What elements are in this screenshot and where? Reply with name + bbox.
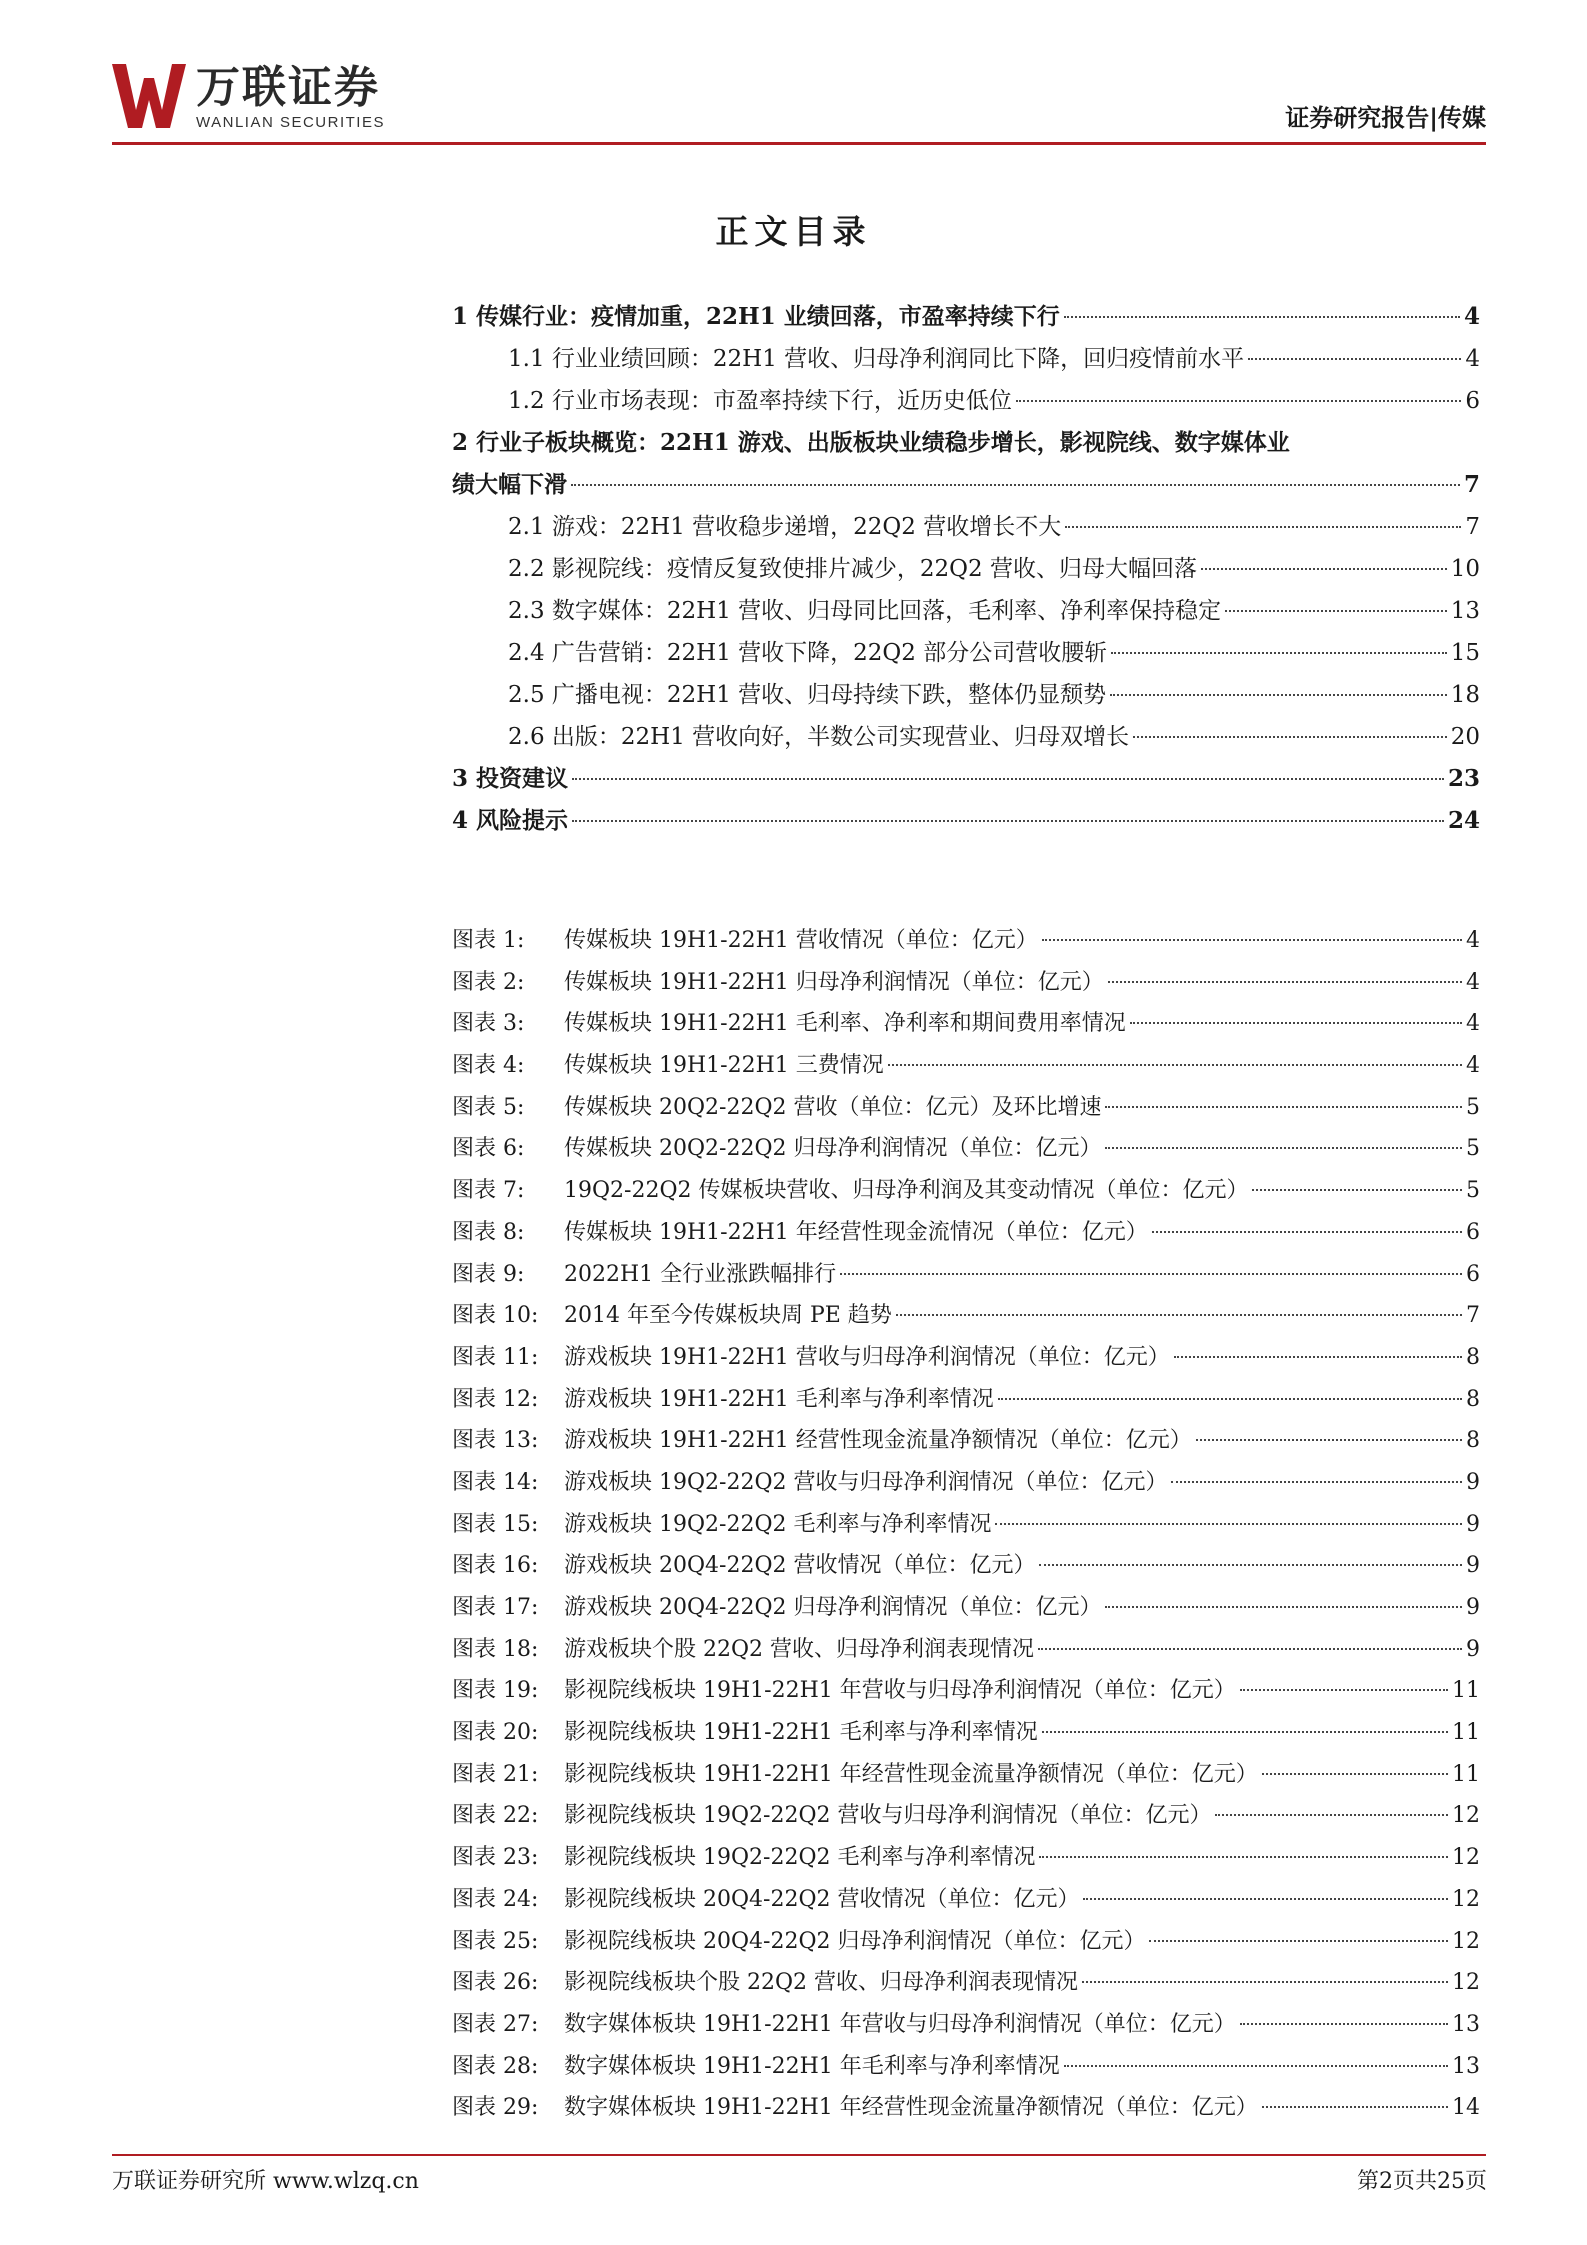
figure-page: 4 (1466, 928, 1480, 953)
figure-list-entry[interactable] (452, 1587, 1480, 1629)
figure-list-entry[interactable] (452, 1337, 1480, 1379)
leader-dots (1108, 981, 1462, 983)
figure-title: 影视院线板块 19H1-22H1 年经营性现金流量净额情况（单位：亿元） (564, 1761, 1258, 1787)
leader-dots (1240, 2023, 1448, 2025)
figure-title: 游戏板块 19H1-22H1 营收与归母净利润情况（单位：亿元） (564, 1344, 1170, 1370)
figure-number: 图表 25: (452, 1928, 539, 1954)
figure-title: 传媒板块 19H1-22H1 营收情况（单位：亿元） (564, 928, 1038, 953)
leader-dots (840, 1273, 1462, 1275)
leader-dots (1039, 1564, 1462, 1566)
figure-title: 游戏板块 19H1-22H1 经营性现金流量净额情况（单位：亿元） (564, 1428, 1192, 1454)
figure-title: 传媒板块 19H1-22H1 毛利率、净利率和期间费用率情况 (564, 1011, 1126, 1037)
figure-list-entry[interactable] (452, 1462, 1480, 1504)
figure-page: 6 (1466, 1261, 1480, 1287)
figure-title: 游戏板块 20Q4-22Q2 营收情况（单位：亿元） (564, 1553, 1036, 1579)
toc-entry-page: 6 (1465, 388, 1480, 414)
figure-page: 5 (1466, 1178, 1480, 1204)
figure-number: 图表 26: (452, 1970, 539, 1996)
figure-list-entry[interactable] (452, 2046, 1480, 2088)
figure-number: 图表 8: (452, 1219, 525, 1245)
figure-number: 图表 9: (452, 1261, 525, 1287)
figure-title: 传媒板块 19H1-22H1 年经营性现金流情况（单位：亿元） (564, 1219, 1148, 1245)
figure-title: 传媒板块 20Q2-22Q2 营收（单位：亿元）及环比增速 (564, 1094, 1102, 1120)
figure-title: 游戏板块 19Q2-22Q2 毛利率与净利率情况 (564, 1511, 992, 1537)
figure-list-entry[interactable] (452, 962, 1480, 1004)
figure-page: 6 (1466, 1219, 1480, 1245)
figure-page: 13 (1452, 2053, 1480, 2079)
leader-dots (1039, 1856, 1448, 1858)
figure-number: 图表 19: (452, 1678, 539, 1704)
leader-dots (1111, 652, 1446, 654)
figure-list-entry[interactable] (452, 1795, 1480, 1837)
toc-entry-label: 2.6 出版：22H1 营收向好，半数公司实现营业、归母双增长 (508, 724, 1130, 750)
figure-number: 图表 24: (452, 1886, 539, 1912)
leader-dots (1215, 1814, 1448, 1816)
figure-title: 数字媒体板块 19H1-22H1 年经营性现金流量净额情况（单位：亿元） (564, 2095, 1258, 2121)
leader-dots (571, 484, 1460, 486)
figure-page: 4 (1466, 969, 1480, 995)
figure-page: 9 (1466, 1595, 1480, 1620)
figure-number: 图表 17: (452, 1595, 539, 1620)
figure-number: 图表 29: (452, 2095, 539, 2121)
leader-dots (1130, 1022, 1462, 1024)
leader-dots (1196, 1439, 1462, 1441)
figure-list-entry[interactable] (452, 1504, 1480, 1546)
figure-number: 图表 13: (452, 1428, 539, 1454)
toc-entry-page: 7 (1463, 471, 1480, 498)
logo-chinese-name: 万联证券 (196, 62, 380, 113)
leader-dots (1252, 1189, 1462, 1191)
toc-entry-label: 2.4 广告营销：22H1 营收下降，22Q2 部分公司营收腰斩 (508, 640, 1108, 666)
figure-title: 数字媒体板块 19H1-22H1 年毛利率与净利率情况 (564, 2053, 1060, 2079)
figure-list-entry[interactable] (452, 1837, 1480, 1879)
toc-entry-label: 2.1 游戏：22H1 营收稳步递增，22Q2 营收增长不大 (508, 514, 1062, 540)
figure-page: 7 (1466, 1303, 1480, 1329)
figure-title: 影视院线板块 19Q2-22Q2 营收与归母净利润情况（单位：亿元） (564, 1803, 1212, 1829)
figure-list (452, 920, 1480, 2129)
toc-entry-label: 2 行业子板块概览：22H1 游戏、出版板块业绩稳步增长，影视院线、数字媒体业 (452, 429, 1290, 456)
footer-divider (112, 2154, 1486, 2156)
figure-page: 4 (1466, 1011, 1480, 1037)
figure-page: 8 (1466, 1428, 1480, 1454)
figure-page: 12 (1452, 1845, 1480, 1871)
leader-dots (1262, 2106, 1448, 2108)
figure-list-entry[interactable] (452, 1170, 1480, 1212)
figure-list-entry[interactable] (452, 1087, 1480, 1129)
logo-english-name: WANLIAN SECURITIES (196, 114, 385, 131)
toc-entry[interactable] (452, 590, 1480, 632)
figure-list-entry[interactable] (452, 1045, 1480, 1087)
leader-dots (1064, 316, 1460, 318)
figure-number: 图表 12: (452, 1386, 539, 1412)
leader-dots (1064, 2065, 1448, 2067)
figure-title: 游戏板块个股 22Q2 营收、归母净利润表现情况 (564, 1636, 1035, 1662)
toc-entry-label: 3 投资建议 (452, 765, 569, 792)
figure-number: 图表 20: (452, 1720, 539, 1746)
figure-title: 影视院线板块个股 22Q2 营收、归母净利润表现情况 (564, 1970, 1079, 1996)
toc-entry[interactable] (452, 338, 1480, 380)
figure-title: 影视院线板块 20Q4-22Q2 归母净利润情况（单位：亿元） (564, 1928, 1146, 1954)
figure-number: 图表 23: (452, 1845, 539, 1871)
toc-entry[interactable] (452, 800, 1480, 842)
leader-dots (888, 1064, 1462, 1066)
figure-page: 5 (1466, 1136, 1480, 1162)
leader-dots (1105, 1106, 1462, 1108)
leader-dots (1152, 1231, 1462, 1233)
figure-list-entry[interactable] (452, 920, 1480, 962)
leader-dots (1042, 939, 1462, 941)
figure-list-entry[interactable] (452, 1128, 1480, 1170)
leader-dots (572, 778, 1444, 780)
figure-number: 图表 2: (452, 969, 525, 995)
figure-title: 19Q2-22Q2 传媒板块营收、归母净利润及其变动情况（单位：亿元） (564, 1178, 1249, 1204)
table-of-contents (452, 296, 1480, 842)
leader-dots (1110, 694, 1447, 696)
figure-page: 12 (1452, 1803, 1480, 1829)
figure-list-entry[interactable] (452, 1921, 1480, 1963)
leader-dots (1038, 1648, 1462, 1650)
figure-number: 图表 4: (452, 1053, 525, 1079)
leader-dots (1042, 1731, 1448, 1733)
figure-list-entry[interactable] (452, 1212, 1480, 1254)
figure-title: 影视院线板块 19H1-22H1 毛利率与净利率情况 (564, 1720, 1038, 1746)
figure-page: 8 (1466, 1344, 1480, 1370)
figure-title: 游戏板块 20Q4-22Q2 归母净利润情况（单位：亿元） (564, 1595, 1102, 1620)
page-header (112, 64, 1486, 142)
figure-number: 图表 18: (452, 1636, 539, 1662)
figure-page: 13 (1452, 2011, 1480, 2037)
figure-list-entry[interactable] (452, 1629, 1480, 1671)
leader-dots (995, 1523, 1462, 1525)
figure-page: 11 (1452, 1720, 1480, 1746)
figure-list-entry[interactable] (452, 1754, 1480, 1796)
figure-list-entry[interactable] (452, 2087, 1480, 2129)
toc-entry-label: 1.1 行业业绩回顾：22H1 营收、归母净利润同比下降，回归疫情前水平 (508, 346, 1245, 372)
report-type: 证券研究报告|传媒 (1285, 104, 1486, 132)
figure-number: 图表 3: (452, 1011, 525, 1037)
toc-entry-page: 23 (1447, 765, 1480, 792)
figure-page: 9 (1466, 1553, 1480, 1579)
toc-entry[interactable] (452, 296, 1480, 338)
leader-dots (1105, 1606, 1462, 1608)
figure-page: 11 (1452, 1761, 1480, 1787)
toc-entry[interactable] (452, 506, 1480, 548)
figure-number: 图表 15: (452, 1511, 539, 1537)
figure-list-entry[interactable] (452, 1670, 1480, 1712)
figure-page: 9 (1466, 1511, 1480, 1537)
figure-list-entry[interactable] (452, 1712, 1480, 1754)
toc-entry-page: 4 (1463, 303, 1480, 330)
figure-number: 图表 22: (452, 1803, 539, 1829)
toc-entry-page: 15 (1450, 640, 1480, 666)
figure-number: 图表 21: (452, 1761, 539, 1787)
toc-entry-label: 2.5 广播电视：22H1 营收、归母持续下跌，整体仍显颓势 (508, 682, 1107, 708)
figure-title: 传媒板块 19H1-22H1 归母净利润情况（单位：亿元） (564, 969, 1104, 995)
figure-title: 影视院线板块 20Q4-22Q2 营收情况（单位：亿元） (564, 1886, 1080, 1912)
leader-dots (1225, 610, 1447, 612)
figure-title: 传媒板块 19H1-22H1 三费情况 (564, 1053, 884, 1079)
company-logo (112, 64, 385, 142)
leader-dots (1149, 1940, 1448, 1942)
toc-entry-page: 10 (1450, 556, 1480, 582)
figure-title: 传媒板块 20Q2-22Q2 归母净利润情况（单位：亿元） (564, 1136, 1102, 1162)
leader-dots (1171, 1481, 1462, 1483)
figure-list-entry[interactable] (452, 1254, 1480, 1296)
toc-entry-label-continued: 绩大幅下滑 (452, 471, 567, 498)
header-divider (112, 142, 1486, 145)
toc-entry-label: 4 风险提示 (452, 807, 569, 834)
toc-entry[interactable] (452, 548, 1480, 590)
toc-entry-page: 7 (1465, 514, 1480, 540)
toc-entry-page: 20 (1450, 724, 1480, 750)
toc-entry-label: 2.2 影视院线：疫情反复致使排片减少，22Q2 营收、归母大幅回落 (508, 556, 1197, 582)
toc-entry-page: 13 (1450, 598, 1480, 624)
figure-number: 图表 10: (452, 1303, 539, 1329)
leader-dots (1083, 1898, 1448, 1900)
figure-list-entry[interactable] (452, 1879, 1480, 1921)
toc-entry[interactable] (452, 716, 1480, 758)
figure-number: 图表 6: (452, 1136, 525, 1162)
figure-list-entry[interactable] (452, 1379, 1480, 1421)
figure-list-entry[interactable] (452, 1962, 1480, 2004)
figure-page: 12 (1452, 1970, 1480, 1996)
figure-number: 图表 14: (452, 1469, 539, 1495)
toc-entry[interactable] (452, 674, 1480, 716)
figure-number: 图表 5: (452, 1094, 525, 1120)
leader-dots (1133, 736, 1447, 738)
figure-title: 影视院线板块 19Q2-22Q2 毛利率与净利率情况 (564, 1845, 1036, 1871)
figure-list-entry[interactable] (452, 2004, 1480, 2046)
leader-dots (572, 820, 1444, 822)
figure-title: 2022H1 全行业涨跌幅排行 (564, 1261, 837, 1287)
leader-dots (896, 1314, 1462, 1316)
figure-title: 游戏板块 19Q2-22Q2 营收与归母净利润情况（单位：亿元） (564, 1469, 1168, 1495)
leader-dots (1240, 1689, 1448, 1691)
figure-title: 2014 年至今传媒板块周 PE 趋势 (564, 1303, 892, 1329)
figure-number: 图表 7: (452, 1178, 525, 1204)
figure-list-entry[interactable] (452, 1545, 1480, 1587)
figure-number: 图表 28: (452, 2053, 539, 2079)
figure-page: 9 (1466, 1636, 1480, 1662)
toc-entry[interactable] (452, 632, 1480, 674)
leader-dots (1082, 1981, 1448, 1983)
toc-entry-label: 1.2 行业市场表现：市盈率持续下行，近历史低位 (508, 388, 1012, 414)
leader-dots (998, 1398, 1462, 1400)
toc-entry-page: 18 (1450, 682, 1480, 708)
toc-entry-label: 1 传媒行业：疫情加重，22H1 业绩回落，市盈率持续下行 (452, 303, 1060, 330)
figure-list-entry[interactable] (452, 1295, 1480, 1337)
leader-dots (1065, 526, 1461, 528)
figure-number: 图表 27: (452, 2011, 539, 2037)
toc-entry[interactable] (452, 422, 1480, 506)
logo-w-icon (112, 64, 186, 128)
figure-page: 9 (1466, 1469, 1480, 1495)
leader-dots (1105, 1147, 1462, 1149)
page-number: 第2页共25页 (1357, 2169, 1487, 2194)
page-title: 正文目录 (715, 212, 872, 251)
figure-list-entry[interactable] (452, 1420, 1480, 1462)
leader-dots (1262, 1773, 1448, 1775)
leader-dots (1201, 568, 1447, 570)
figure-page: 14 (1452, 2095, 1480, 2121)
figure-title: 影视院线板块 19H1-22H1 年营收与归母净利润情况（单位：亿元） (564, 1678, 1236, 1704)
figure-title: 游戏板块 19H1-22H1 毛利率与净利率情况 (564, 1386, 994, 1412)
figure-page: 8 (1466, 1386, 1480, 1412)
figure-page: 11 (1452, 1678, 1480, 1704)
footer-source: 万联证券研究所 www.wlzq.cn (112, 2169, 419, 2194)
figure-title: 数字媒体板块 19H1-22H1 年营收与归母净利润情况（单位：亿元） (564, 2011, 1236, 2037)
figure-page: 12 (1452, 1886, 1480, 1912)
toc-entry-page: 4 (1465, 346, 1480, 372)
figure-page: 12 (1452, 1928, 1480, 1954)
leader-dots (1248, 358, 1461, 360)
toc-entry[interactable] (452, 758, 1480, 800)
figure-number: 图表 1: (452, 928, 525, 953)
toc-entry-label: 2.3 数字媒体：22H1 营收、归母同比回落，毛利率、净利率保持稳定 (508, 598, 1222, 624)
leader-dots (1174, 1356, 1462, 1358)
figure-list-entry[interactable] (452, 1003, 1480, 1045)
toc-entry[interactable] (452, 380, 1480, 422)
figure-number: 图表 16: (452, 1553, 539, 1579)
figure-page: 4 (1466, 1053, 1480, 1079)
leader-dots (1016, 400, 1461, 402)
figure-number: 图表 11: (452, 1344, 539, 1370)
toc-entry-page: 24 (1447, 807, 1480, 834)
figure-page: 5 (1466, 1094, 1480, 1120)
